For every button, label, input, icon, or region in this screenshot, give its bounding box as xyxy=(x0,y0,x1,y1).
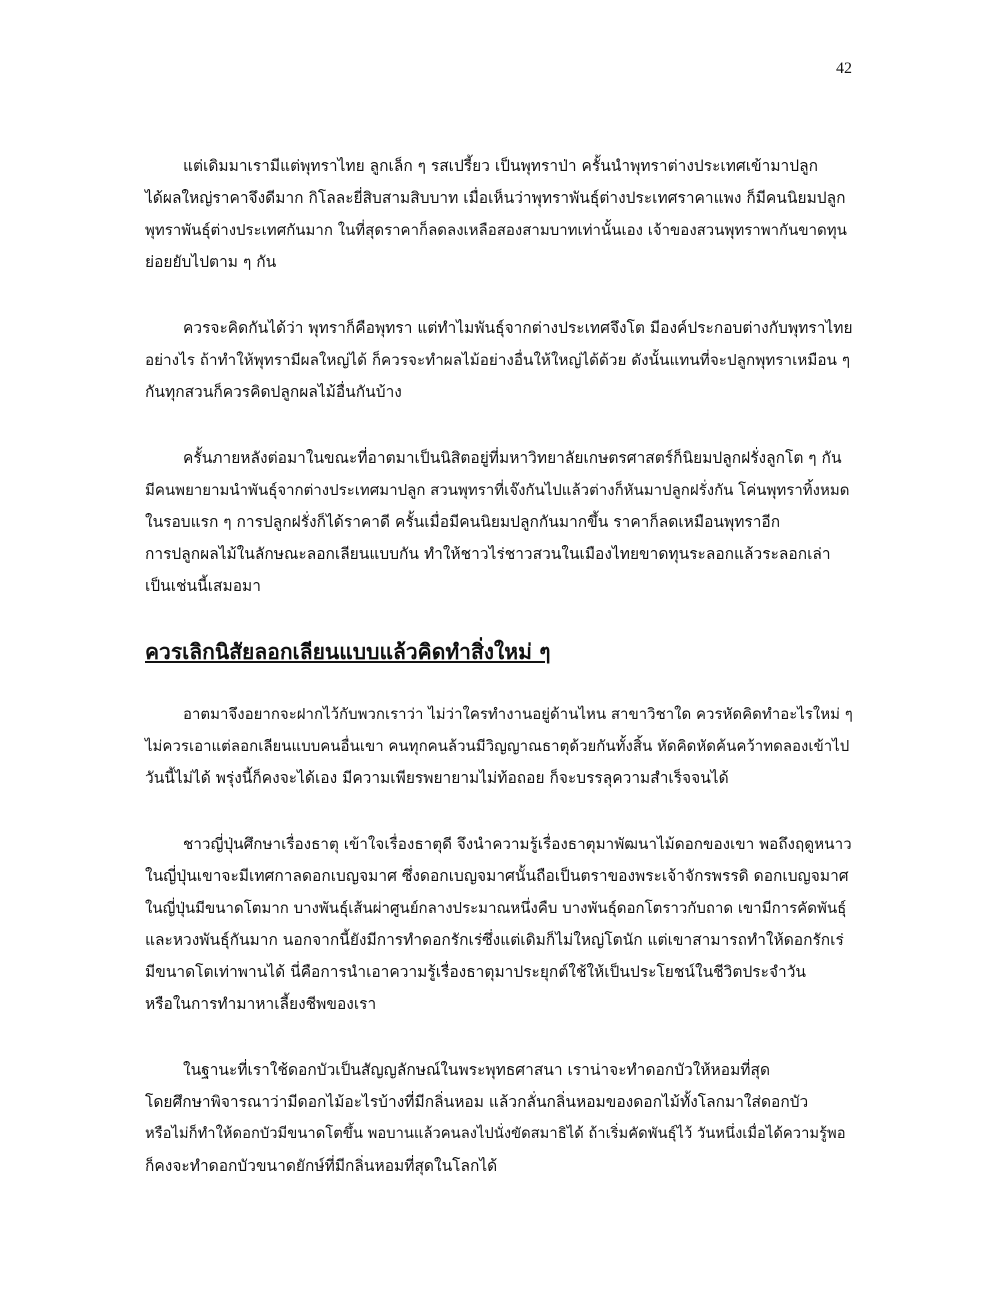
paragraph-line: และหวงพันธุ์กันมาก นอกจากนี้ยังมีการทำดอกรักเร่ซึ่งแต่เดิมก็ไม่ใหญ่โตนัก แต่เขาสามารถทำให้ดอกรักเร่ xyxy=(145,931,844,949)
paragraph-line: ในฐานะที่เราใช้ดอกบัวเป็นสัญญลักษณ์ในพระพุทธศาสนา เราน่าจะทำดอกบัวให้หอมที่สุด xyxy=(183,1061,771,1079)
paragraph-5 xyxy=(145,828,853,1020)
paragraph-line: วันนี้ไม่ได้ พรุ่งนี้ก็คงจะได้เอง มีความเพียรพยายามไม่ท้อถอย ก็จะบรรลุความสำเร็จจนได้ xyxy=(145,769,729,787)
paragraph-line: ในญี่ปุ่นมีขนาดโตมาก บางพันธุ์เส้นผ่าศูนย์กลางประมาณหนึ่งคืบ บางพันธุ์ดอกโตราวกับถาด เขามีการคัดพันธุ์ xyxy=(145,899,847,917)
paragraph-line: ครั้นภายหลังต่อมาในขณะที่อาตมาเป็นนิสิตอยู่ที่มหาวิทยาลัยเกษตรศาสตร์ก็นิยมปลูกฝรั่งลูกโต ๆ กัน xyxy=(183,449,842,467)
paragraph-line: ย่อยยับไปตาม ๆ กัน xyxy=(145,253,277,271)
paragraph-line: หรือในการทำมาหาเลี้ยงชีพของเรา xyxy=(145,995,377,1013)
paragraph-line: ในรอบแรก ๆ การปลูกฝรั่งก็ได้ราคาดี ครั้นเมื่อมีคนนิยมปลูกกันมากขึ้น ราคาก็ลดเหมือนพุทราอีก xyxy=(145,513,781,531)
paragraph-line: แต่เดิมมาเรามีแต่พุทราไทย ลูกเล็ก ๆ รสเปรี้ยว เป็นพุทราป่า ครั้นนำพุทราต่างประเทศเข้ามาปลูก xyxy=(183,157,818,175)
paragraph-line: เป็นเช่นนี้เสมอมา xyxy=(145,577,261,595)
section-heading: ควรเลิกนิสัยลอกเลียนแบบแล้วคิดทำสิ่งใหม่ ๆ xyxy=(145,639,551,664)
paragraph-4 xyxy=(145,698,853,794)
paragraph-line: มีคนพยายามนำพันธุ์จากต่างประเทศมาปลูก สวนพุทราที่เจ๊งกันไปแล้วต่างก็หันมาปลูกฝรั่งกัน โค่นพุทราทิ้งหมด xyxy=(145,481,850,499)
paragraph-line: ในญี่ปุ่นเขาจะมีเทศกาลดอกเบญจมาศ ซึ่งดอกเบญจมาศนั้นถือเป็นตราของพระเจ้าจักรพรรดิ ดอกเบญจมาศ xyxy=(145,867,849,885)
paragraph-line: หรือไม่ก็ทำให้ดอกบัวมีขนาดโตขึ้น พอบานแล้วคนลงไปนั่งขัดสมาธิได้ ถ้าเริ่มคัดพันธุ์ไว้ วันหนึ่งเมื่อได้ความรู้พอ xyxy=(145,1125,846,1142)
page-number: 42 xyxy=(836,60,852,77)
paragraph-line: อาตมาจึงอยากจะฝากไว้กับพวกเราว่า ไม่ว่าใครทำงานอยู่ด้านไหน สาขาวิชาใด ควรหัดคิดทำอะไรใหม่ ๆ xyxy=(183,705,853,723)
paragraph-line: ชาวญี่ปุ่นศึกษาเรื่องธาตุ เข้าใจเรื่องธาตุดี จึงนำความรู้เรื่องธาตุมาพัฒนาไม้ดอกของเขา พอถึงฤดูหนาว xyxy=(183,835,852,853)
paragraph-3 xyxy=(145,442,853,602)
paragraph-1 xyxy=(145,150,853,278)
paragraph-2 xyxy=(145,312,853,408)
paragraph-line: กันทุกสวนก็ควรคิดปลูกผลไม้อื่นกันบ้าง xyxy=(145,383,402,401)
paragraph-line: โดยศึกษาพิจารณาว่ามีดอกไม้อะไรบ้างที่มีกลิ่นหอม แล้วกลั่นกลิ่นหอมของดอกไม้ทั้งโลกมาใส่ดอกบัว xyxy=(145,1093,809,1111)
paragraph-6 xyxy=(145,1054,853,1182)
paragraph-line: ไม่ควรเอาแต่ลอกเลียนแบบคนอื่นเขา คนทุกคนล้วนมีวิญญาณธาตุด้วยกันทั้งสิ้น หัดคิดหัดค้นคว้าทดลองเข้าไป xyxy=(145,737,850,755)
paragraph-line: พุทราพันธุ์ต่างประเทศกันมาก ในที่สุดราคาก็ลดลงเหลือสองสามบาทเท่านั้นเอง เจ้าของสวนพุทราพากันขาดทุน xyxy=(145,221,847,239)
paragraph-line: อย่างไร ถ้าทำให้พุทรามีผลใหญ่ได้ ก็ควรจะทำผลไม้อย่างอื่นให้ใหญ่ได้ด้วย ดังนั้นแทนที่จะปลูกพุทราเหมือน ๆ xyxy=(145,351,851,369)
paragraph-line: มีขนาดโตเท่าพานได้ นี่คือการนำเอาความรู้เรื่องธาตุมาประยุกต์ใช้ให้เป็นประโยชน์ในชีวิตประจำวัน xyxy=(145,963,807,981)
paragraph-line: การปลูกผลไม้ในลักษณะลอกเลียนแบบกัน ทำให้ชาวไร่ชาวสวนในเมืองไทยขาดทุนระลอกแล้วระลอกเล่า xyxy=(145,545,831,563)
paragraph-line: ได้ผลใหญ่ราคาจึงดีมาก กิโลละยี่สิบสามสิบบาท เมื่อเห็นว่าพุทราพันธุ์ต่างประเทศราคาแพง ก็มีคนนิยมปลูก xyxy=(145,189,846,207)
paragraph-line: ควรจะคิดกันได้ว่า พุทราก็คือพุทรา แต่ทำไมพันธุ์จากต่างประเทศจึงโต มีองค์ประกอบต่างกับพุทราไทย xyxy=(183,319,853,337)
paragraph-line: ก็คงจะทำดอกบัวขนาดยักษ์ที่มีกลิ่นหอมที่สุดในโลกได้ xyxy=(145,1157,498,1175)
document-body xyxy=(145,150,853,1216)
